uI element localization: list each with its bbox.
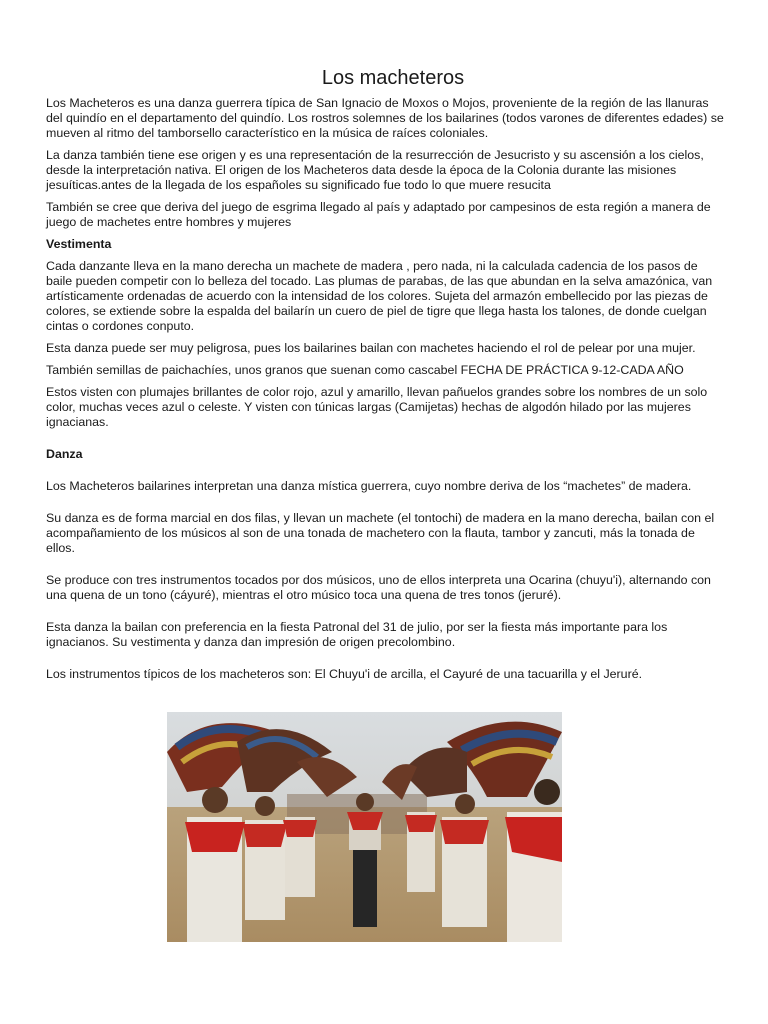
paragraph-instrumentos: Los instrumentos típicos de los macheteros son: El Chuyu'i de arcilla, el Cayuré de una tacuarilla y el Jeruré. [46,667,643,681]
heading-vestimenta: Vestimenta [46,237,112,251]
paragraph-peligrosa: Esta danza puede ser muy peligrosa, pues los bailarines bailan con machetes haciendo el rol de pelear por una mujer. [46,341,696,355]
paragraph-intro: Los Macheteros es una danza guerrera típica de San Ignacio de Moxos o Mojos, proveniente de la región de las llanuras del quindío en el departamento del quindío. Los rostros solemnes de los bailarines (todos varones de diferentes edades) se mueven al ritmo del tamborsello característico en la música de raíces coloniales. [46,96,724,140]
document-body [46,66,726,682]
page-title: Los macheteros [321,67,465,89]
paragraph-semillas: También semillas de paichachíes, unos granos que suenan como cascabel FECHA DE PRÁCTICA 9-12-CADA AÑO [46,363,684,377]
heading-danza: Danza [46,447,83,461]
paragraph-filas: Su danza es de forma marcial en dos filas, y llevan un machete (el tontochi) de madera en la mano derecha, bailan con el acompañamiento de los músicos al son de una tonada de machetero con la flauta, tambor y zancuti, más la tonada de ellos. [46,511,715,555]
paragraph-vestimenta: Cada danzante lleva en la mano derecha un machete de madera , pero nada, ni la calculada cadencia de los pasos de baile pueden competir con lo belleza del tocado. Las plumas de parabas, de las que abundan en la selva amazónica, van artísticamente ordenadas de acuerdo con la intensidad de los colores. Sujeta del armazón embellecido por las piezas de colores, se extiende sobre la espalda del bailarín un cuero de piel de tigre que llega hasta los talones, de donde cuelgan cintas o cordones conputo. [46,259,713,333]
paragraph-danza-mistica: Los Macheteros bailarines interpretan una danza mística guerrera, cuyo nombre deriva de los “machetes” de madera. [46,479,692,493]
paragraph-instrumentos-musicos: Se produce con tres instrumentos tocados por dos músicos, uno de ellos interpreta una Ocarina (chuyu'i), alternando con una quena de un tono (cáyuré), mientras el otro músico toca una quena de tres tonos (jeruré). [46,573,711,602]
paragraph-esgrima: También se cree que deriva del juego de esgrima llegado al país y adaptado por campesinos de esta región a manera de juego de machetes entre hombres y mujeres [46,200,711,229]
paragraph-origin: La danza también tiene ese origen y es una representación de la resurrección de Jesucristo y su ascensión a los cielos, desde la interpretación nativa. El origen de los Macheteros data desde la época de la Colonia durante las misiones jesuíticas.antes de la llegada de los españoles su significado fue todo lo que muere resucita [46,148,704,192]
paragraph-fiesta: Esta danza la bailan con preferencia en la fiesta Patronal del 31 de julio, por ser la fiesta más importante para los ignacianos. Su vestimenta y danza dan impresión de origen precolombino. [46,620,668,649]
dancers-photo [167,712,562,942]
paragraph-plumajes: Estos visten con plumajes brillantes de color rojo, azul y amarillo, llevan pañuelos grandes sobre los nombres de un solo color, muchas veces azul o celeste. Y visten con túnicas largas (Camijetas) hechas de algodón hilado por las mujeres ignacianas. [46,385,708,429]
